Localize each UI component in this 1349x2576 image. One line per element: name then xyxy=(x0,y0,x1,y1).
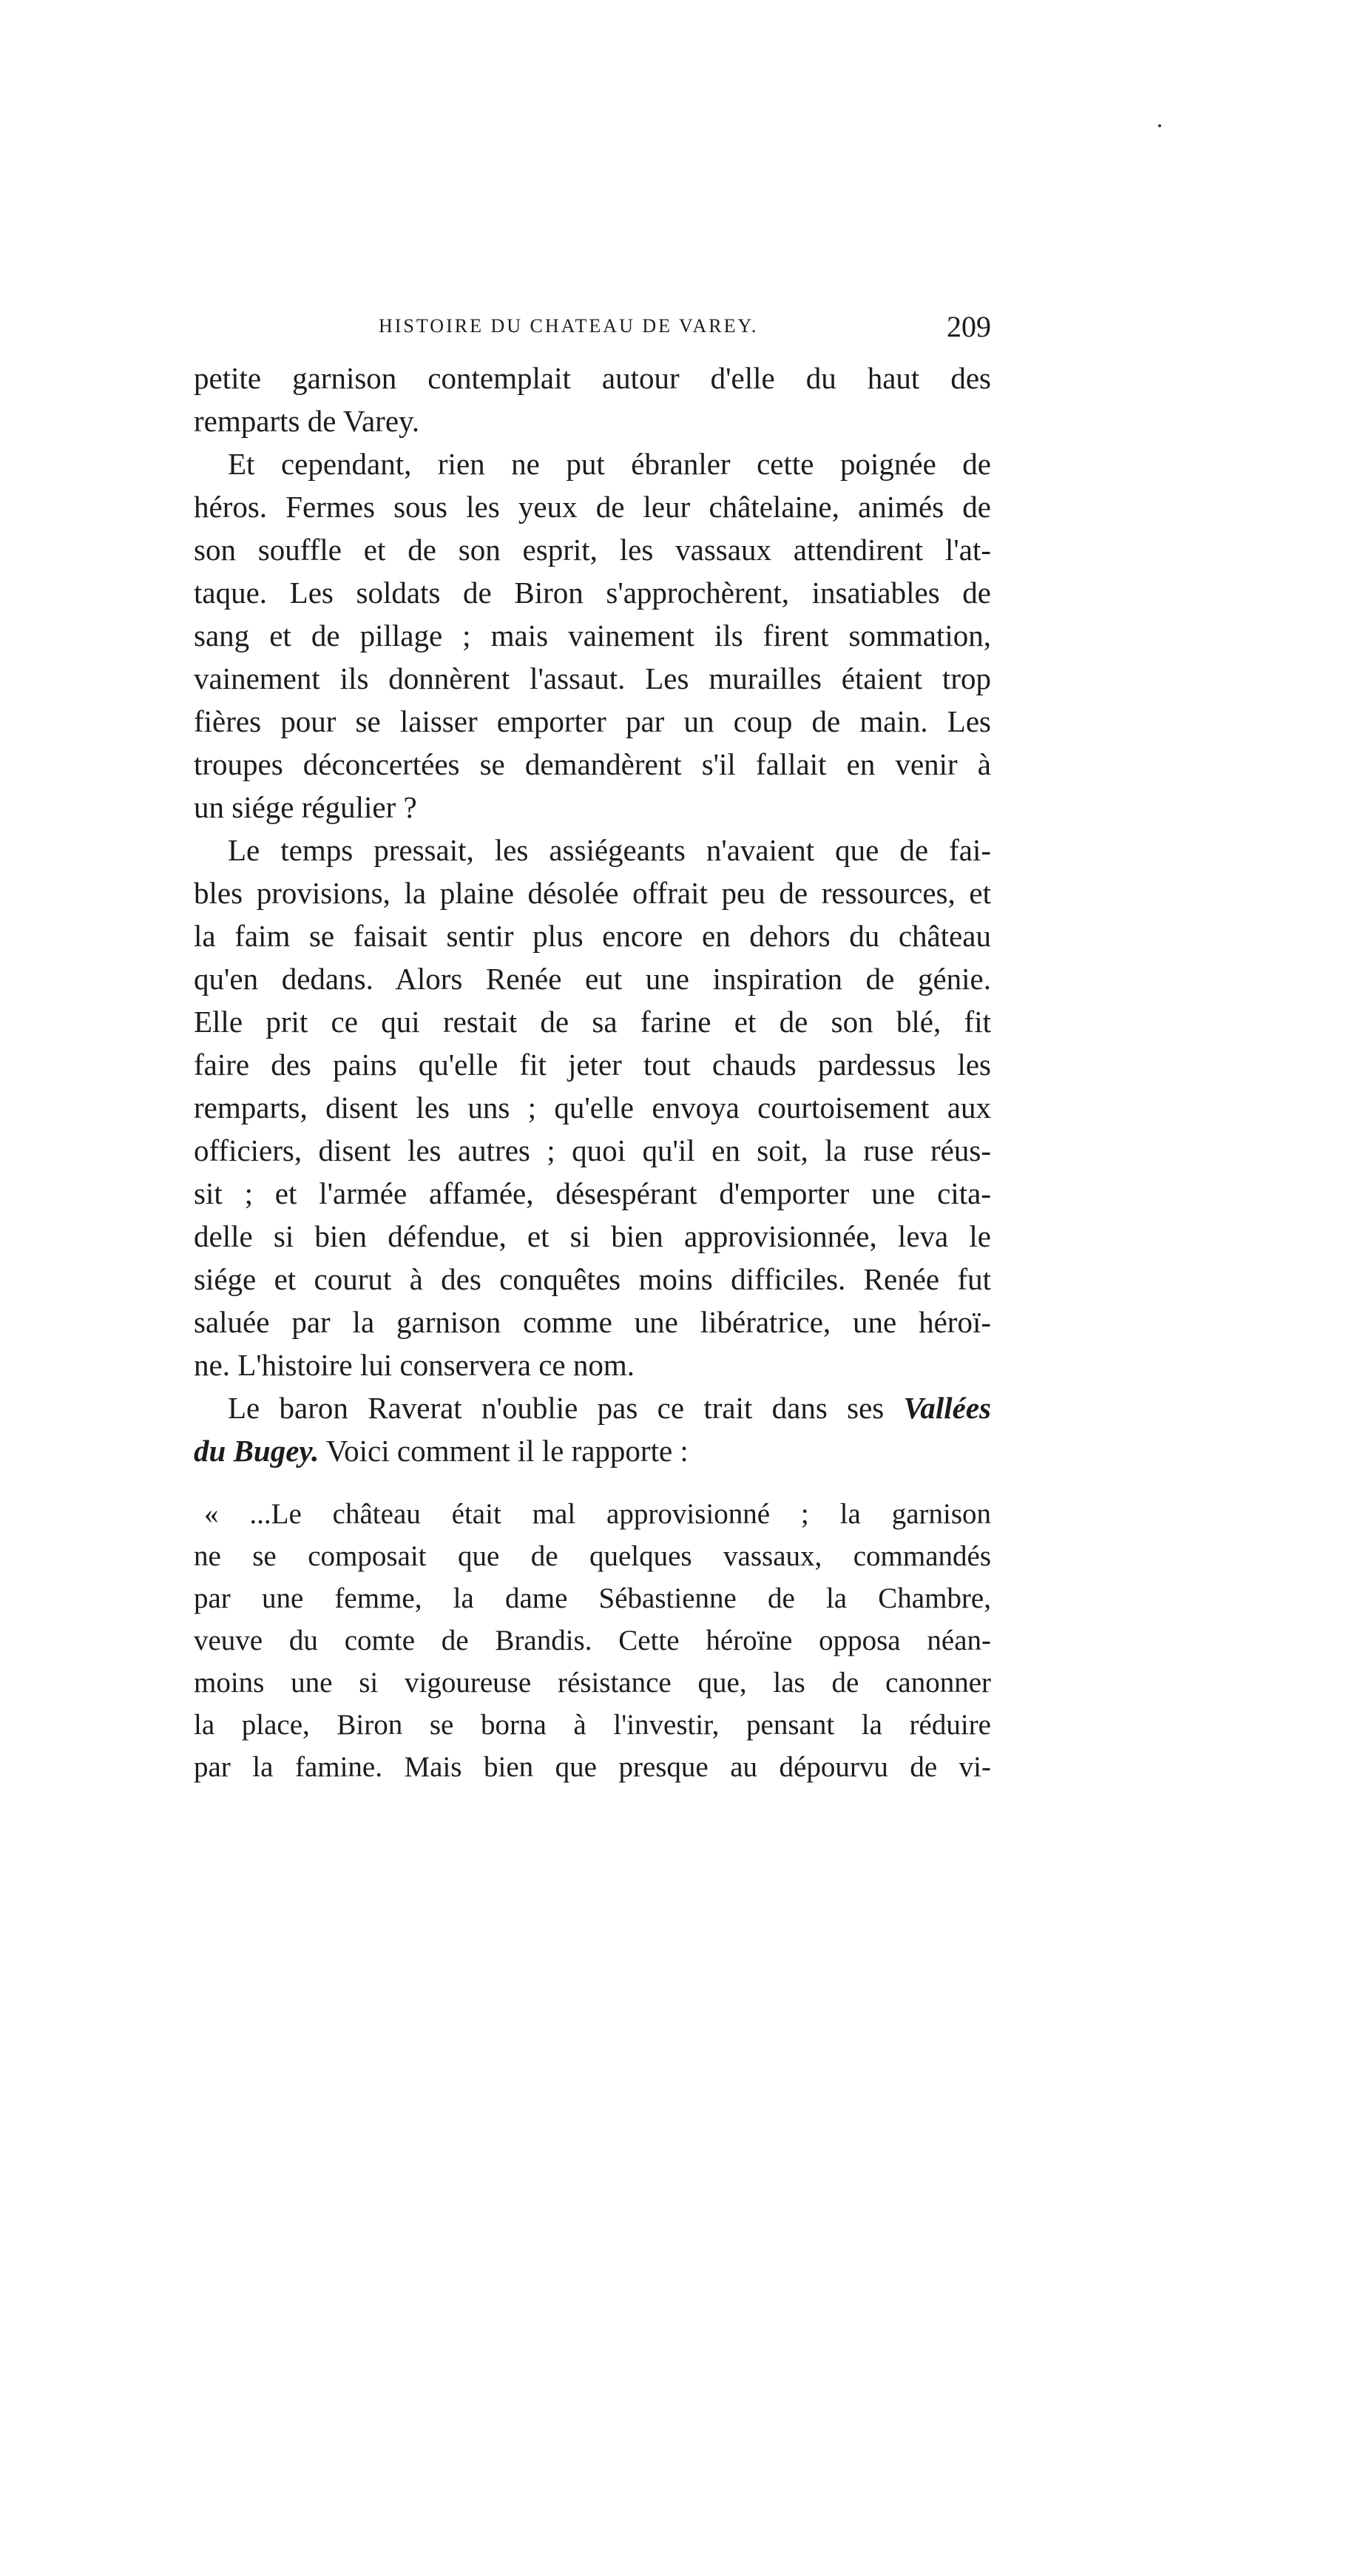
text-line: ne. L'histoire lui conservera ce nom. xyxy=(194,1348,635,1382)
text-line: la faim se faisait sentir plus encore en dehors du château xyxy=(194,919,991,953)
quote-line: « ...Le château était mal approvisionné ; la garnison xyxy=(204,1498,991,1530)
text-line: petite garnison contemplait autour d'elle du haut des xyxy=(194,361,991,395)
text-line: remparts, disent les uns ; qu'elle envoya courtoisement aux xyxy=(194,1090,991,1125)
text-line: vainement ils donnèrent l'assaut. Les murailles étaient trop xyxy=(194,661,991,695)
text-line: siége et courut à des conquêtes moins difficiles. Renée fut xyxy=(194,1262,991,1296)
text-line: héros. Fermes sous les yeux de leur châtelaine, animés de xyxy=(194,490,991,524)
quote-line: la place, Biron se borna à l'investir, pensant la réduire xyxy=(194,1709,991,1741)
text-line: sit ; et l'armée affamée, désespérant d'emporter une cita- xyxy=(194,1176,991,1210)
quote-line: par une femme, la dame Sébastienne de la Chambre, xyxy=(194,1582,991,1614)
text-line: taque. Les soldats de Biron s'approchèrent, insatiables de xyxy=(194,576,991,610)
text-line: Elle prit ce qui restait de sa farine et de son blé, fit xyxy=(194,1005,991,1039)
running-title: HISTOIRE DU CHATEAU DE VAREY. xyxy=(379,315,759,337)
text-line: officiers, disent les autres ; quoi qu'il en soit, la ruse réus- xyxy=(194,1133,991,1167)
text-line: delle si bien défendue, et si bien approvisionnée, leva le xyxy=(194,1219,991,1253)
text-line: saluée par la garnison comme une libératrice, une héroï- xyxy=(194,1305,991,1339)
book-title-italic: Vallées xyxy=(903,1391,991,1425)
text-span: Le baron Raverat n'oublie pas ce trait dans ses xyxy=(228,1391,885,1425)
text-line xyxy=(194,1386,991,1429)
text-span: Voici comment il le rapporte : xyxy=(319,1434,689,1468)
text-line: remparts de Varey. xyxy=(194,404,420,438)
text-line: troupes déconcertées se demandèrent s'il fallait en venir à xyxy=(194,747,991,781)
quote-line: moins une si vigoureuse résistance que, las de canonner xyxy=(194,1667,991,1699)
text-line: bles provisions, la plaine désolée offrait peu de ressources, et xyxy=(194,876,991,910)
text-line: Et cependant, rien ne put ébranler cette poignée de xyxy=(228,447,991,481)
text-line: qu'en dedans. Alors Renée eut une inspiration de génie. xyxy=(194,962,991,996)
quote-line: veuve du comte de Brandis. Cette héroïne opposa néan- xyxy=(194,1625,991,1656)
body-text xyxy=(194,357,991,1472)
text-line xyxy=(194,1429,991,1472)
text-line: faire des pains qu'elle fit jeter tout chauds pardessus les xyxy=(194,1048,991,1082)
page-number: 209 xyxy=(947,310,991,343)
text-line: son souffle et de son esprit, les vassaux attendirent l'at- xyxy=(194,533,991,567)
text-line: sang et de pillage ; mais vainement ils firent sommation, xyxy=(194,618,991,653)
book-title-italic: du Bugey. xyxy=(194,1434,320,1468)
text-line: un siége régulier ? xyxy=(194,790,417,824)
print-speck xyxy=(1158,124,1161,127)
quote-line: ne se composait que de quelques vassaux, commandés xyxy=(194,1540,991,1572)
quote-line: par la famine. Mais bien que presque au dépourvu de vi- xyxy=(194,1751,991,1783)
running-head xyxy=(194,309,991,354)
quotation xyxy=(194,1493,991,1788)
text-line: Le temps pressait, les assiégeants n'avaient que de fai- xyxy=(228,833,991,867)
text-line: fières pour se laisser emporter par un coup de main. Les xyxy=(194,704,991,738)
